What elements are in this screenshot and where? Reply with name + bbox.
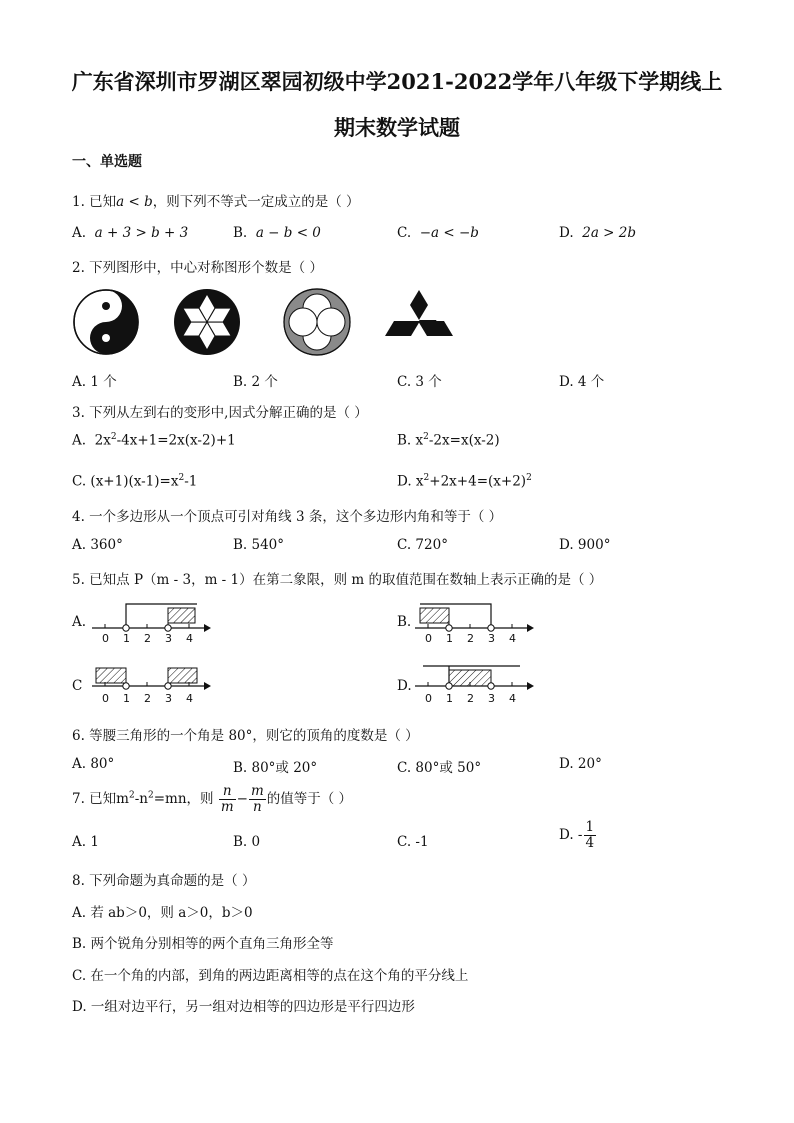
q6-option-a[interactable]: A. 80° <box>72 756 115 772</box>
q1-option-b[interactable]: B. a − b < 0 <box>233 225 321 241</box>
q2-option-c[interactable]: C. 3 个 <box>397 374 442 390</box>
four-circle-figure <box>282 287 352 357</box>
q5-d-tick-labels: 0 1 2 3 4 <box>425 692 516 705</box>
q6-option-c[interactable]: C. 80°或 50° <box>397 760 482 776</box>
rhombus-star-figure <box>172 287 242 357</box>
fraction-one-quarter: $\frac{1}{4}$ <box>585 819 595 851</box>
q1-option-c[interactable]: C. −a < −b <box>397 225 479 241</box>
question-8-stem: 8. 下列命题为真命题的是（ ） <box>72 873 256 889</box>
q4-option-c[interactable]: C. 720° <box>397 537 448 553</box>
question-1-condition: a < b <box>116 194 153 210</box>
q6-option-d[interactable]: D. 20° <box>559 756 602 772</box>
q4-option-d[interactable]: D. 900° <box>559 537 611 553</box>
q3-option-d[interactable]: D. $x^2+2x+4=(x+2)^2$ <box>397 473 532 490</box>
q3-option-a[interactable]: A. $2x^2-4x+1=2x(x-2)+1$ <box>72 432 236 449</box>
q6-option-b[interactable]: B. 80°或 20° <box>233 760 318 776</box>
q5-number-line-c <box>92 662 212 714</box>
question-6-stem: 6. 等腰三角形的一个角是 80°，则它的顶角的度数是（ ） <box>72 728 419 744</box>
fraction-n-over-m: $\frac{n}{m}$ <box>220 783 234 815</box>
q3-option-b[interactable]: B. $x^2-2x=x(x-2)$ <box>397 432 500 449</box>
q8-option-a[interactable]: A. 若 ab＞0，则 a＞0，b＞0 <box>72 905 253 921</box>
q8-option-d[interactable]: D. 一组对边平行，另一组对边相等的四边形是平行四边形 <box>72 999 415 1015</box>
q7-option-d[interactable]: D. - $\frac{1}{4}$ <box>559 819 595 851</box>
q5-option-a-label[interactable]: A. <box>72 614 87 630</box>
yin-yang-figure <box>72 288 140 356</box>
q5-b-tick-labels: 0 1 2 3 4 <box>425 632 516 645</box>
q4-option-b[interactable]: B. 540° <box>233 537 285 553</box>
q1-option-d[interactable]: D. 2a > 2b <box>559 225 636 241</box>
q2-option-d[interactable]: D. 4 个 <box>559 374 605 390</box>
q7-option-a[interactable]: A. 1 <box>72 834 99 850</box>
question-2-stem: 2. 下列图形中，中心对称图形个数是（ ） <box>72 260 323 276</box>
q1-option-a[interactable]: A. a + 3 > b + 3 <box>72 225 189 241</box>
q4-option-a[interactable]: A. 360° <box>72 537 123 553</box>
q7-option-c[interactable]: C. -1 <box>397 834 429 850</box>
q8-option-c[interactable]: C. 在一个角的内部，到角的两边距离相等的点在这个角的平分线上 <box>72 968 469 984</box>
q3-option-c[interactable]: C. $(x+1)(x-1)=x^2-1$ <box>72 473 198 490</box>
question-1-stem: 1. 已知a < b，则下列不等式一定成立的是（ ） <box>72 194 360 210</box>
q5-option-d-label[interactable]: D. <box>397 678 412 694</box>
question-5-stem: 5. 已知点 P（m - 3，m - 1）在第二象限，则 m 的取值范围在数轴上表示正确的是（ ） <box>72 572 603 588</box>
page-title-line1: 广东省深圳市罗湖区翠园初级中学2021-2022学年八年级下学期线上 <box>71 69 723 94</box>
question-4-stem: 4. 一个多边形从一个顶点可引对角线 3 条，这个多边形内角和等于（ ） <box>72 509 503 525</box>
q5-option-c-label[interactable]: C <box>72 678 83 694</box>
q8-option-b[interactable]: B. 两个锐角分别相等的两个直角三角形全等 <box>72 936 334 952</box>
page-title-line2: 期末数学试题 <box>334 115 460 140</box>
q5-c-tick-labels: 0 1 2 3 4 <box>102 692 193 705</box>
q7-option-b[interactable]: B. 0 <box>233 834 261 850</box>
question-3-stem: 3. 下列从左到右的变形中,因式分解正确的是（ ） <box>72 405 368 421</box>
q5-option-b-label[interactable]: B. <box>397 614 412 630</box>
fraction-m-over-n: $\frac{m}{n}$ <box>250 783 264 815</box>
q2-option-a[interactable]: A. 1 个 <box>72 374 117 390</box>
q5-a-tick-labels: 0 1 2 3 4 <box>102 632 193 645</box>
q2-option-b[interactable]: B. 2 个 <box>233 374 278 390</box>
section-heading: 一、单选题 <box>72 154 142 170</box>
three-diamond-figure <box>384 290 454 354</box>
question-7-stem: 7. 已知$m^2-n^2=mn$，则 $\frac{n}{m}$ − $\frac{m}{n}$ 的值等于（ ） <box>72 783 353 815</box>
